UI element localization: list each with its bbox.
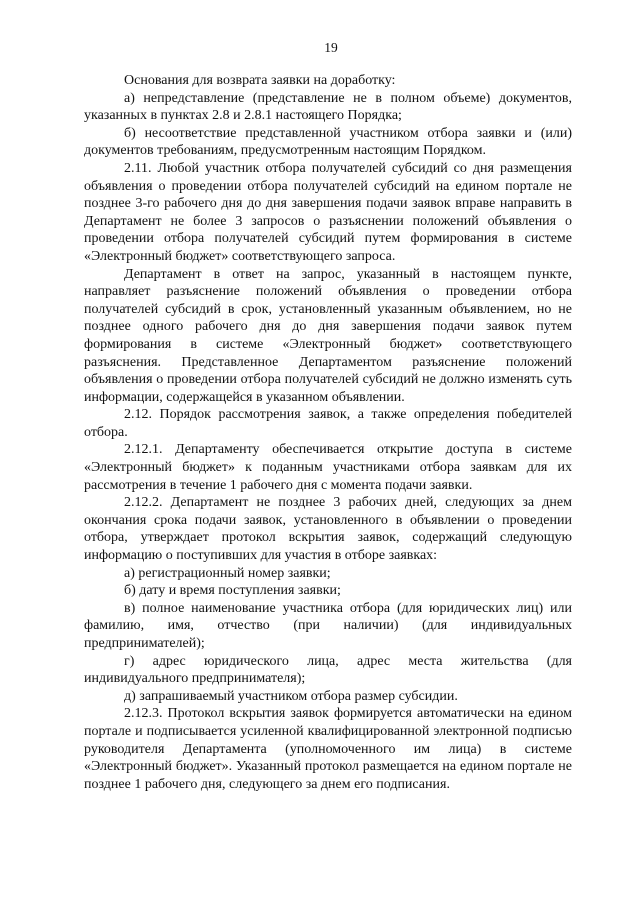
paragraph-2-11: 2.11. Любой участник отбора получателей субсидий со дня размещения объявления о проведении отбора получателей субсидий на едином портале не позднее 3-го рабочего дня до дня завершения подачи заявок вправе направить в Департамент не более 3 запросов о разъяснении положений объявления о проведении отбора получателей субсидий путем формирования в системе «Электронный бюджет» соответствующего запроса. (84, 160, 572, 264)
paragraph-2-12-2: 2.12.2. Департамент не позднее 3 рабочих дней, следующих за днем окончания срока подачи заявок, установленного в объявлении о проведении отбора, утверждает протокол вскрытия заявок, содержащий следующую информацию о поступивших для участия в отборе заявках: (84, 495, 572, 564)
paragraph-protocol-item-v: в) полное наименование участника отбора (для юридических лиц) или фамилию, имя, отчество (при наличии) (для индивидуальных предпринимателей); (84, 600, 572, 651)
paragraph-protocol-item-a: а) регистрационный номер заявки; (124, 565, 331, 581)
paragraph-2-12-1: 2.12.1. Департаменту обеспечивается открытие доступа в системе «Электронный бюджет» к поданным участниками отбора заявкам для их рассмотрения в течение 1 рабочего дня с момента подачи заявки. (84, 442, 572, 493)
paragraph-item-a: а) непредставление (представление не в полном объеме) документов, указанных в пунктах 2.8 и 2.8.1 настоящего Порядка; (84, 90, 572, 124)
paragraph-protocol-item-g: г) адрес юридического лица, адрес места жительства (для индивидуального предпринимателя); (84, 653, 572, 687)
paragraph-protocol-item-b: б) дату и время поступления заявки; (124, 583, 341, 599)
paragraph-2-12-3: 2.12.3. Протокол вскрытия заявок формируется автоматически на едином портале и подписывается усиленной квалифицированной электронной подписью руководителя Департамента (уполномоченного им лица) в системе «Электронный бюджет». Указанный протокол размещается на едином портале не позднее 1 рабочего дня, следующего за днем его подписания. (84, 706, 572, 792)
document-page (84, 40, 572, 793)
paragraph-return-grounds: Основания для возврата заявки на доработку: (124, 73, 396, 88)
paragraph-department-reply: Департамент в ответ на запрос, указанный в настоящем пункте, направляет разъяснение положений объявления о проведении отбора получателей субсидий в срок, установленный указанным объявлением, но не позднее одного рабочего дня до дня завершения подачи заявок путем формирования в системе «Электронный бюджет» соответствующего разъяснения. Представленное Департаментом разъяснение положений объявления о проведении отбора получателей субсидий не должно изменять суть информации, содержащейся в указанном объявлении. (84, 266, 572, 405)
page-number: 19 (324, 40, 338, 55)
paragraph-item-b: б) несоответствие представленной участником отбора заявки и (или) документов требованиям, предусмотренным настоящим Порядком. (84, 125, 572, 159)
paragraph-protocol-item-d: д) запрашиваемый участником отбора размер субсидии. (124, 688, 458, 704)
paragraph-2-12: 2.12. Порядок рассмотрения заявок, а также определения победителей отбора. (84, 407, 572, 440)
